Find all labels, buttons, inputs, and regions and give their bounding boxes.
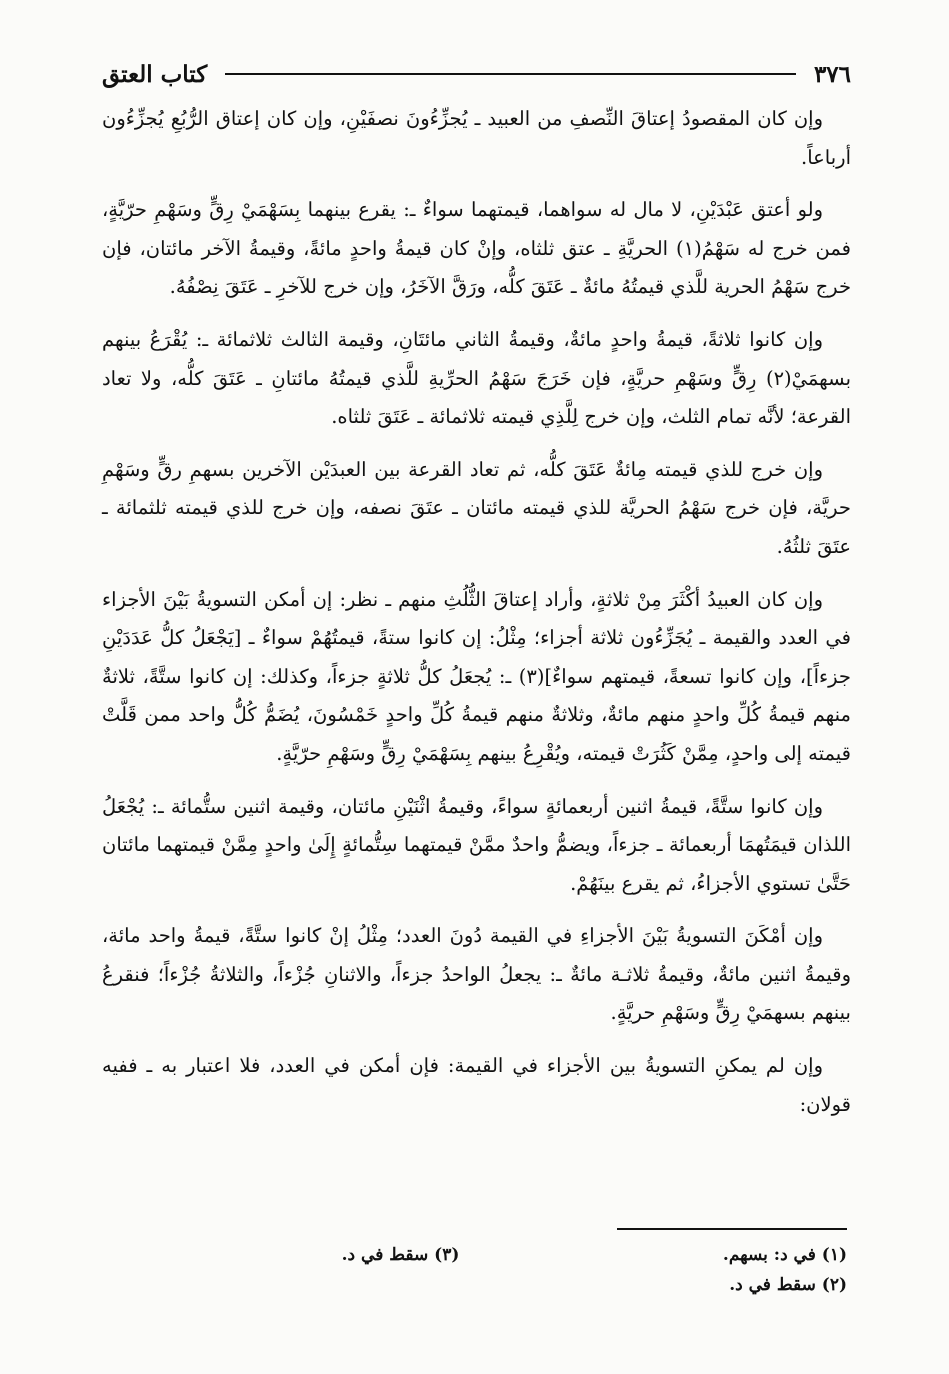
paragraph: وإن لم يمكنِ التسويةُ بين الأجزاء في القيمة: فإن أمكن في العدد، فلا اعتبار به ـ ففيه قولان:: [102, 1054, 851, 1116]
paragraph: وإن كانوا ثلاثةً، قيمةُ واحدٍ مائةٌ، وقيمةُ الثاني مائتَانِ، وقيمة الثالث ثلاثمائة ـ: يُقْرَعُ بينهم بسهمَيْ(٢) رِقٍّ وسَهْمِ حريَّةٍ، فإن خَرَجَ سَهْمُ الحرِّيةِ للَّذي قيمتُهُ مائتانِ ـ عَتَقَ كلُّه، ولا تعاد القرعة؛ لأنَّه تمام الثلث، وإن خرج لِلَّذِي قيمته ثلاثمائة ـ عَتَقَ ثلثاه.: [102, 327, 851, 429]
footnotes-column-left: [102, 1240, 489, 1300]
footnote-divider: [617, 1228, 847, 1230]
paragraph: وإن كان المقصودُ إعتاقَ النِّصفِ من العبيد ـ يُجزِّءُونَ نصفَيْنِ، وإن كان إعتاق الرُّبُعِ يُجزِّءُون أرباعاً.: [102, 107, 851, 169]
footnote-2: (٢) سقط في د.: [729, 1275, 847, 1295]
paragraph: وإن كانوا ستَّةً، قيمةُ اثنين أربعمائةٍ سواءً، وقيمةُ اثْنَيْنِ مائتان، وقيمة اثنين ستُّمائة ـ: يُجْعَلُ اللذان قيمَتُهمَا أربعمائة ـ جزءاً، ويضمُّ واحدٌ ممَّنْ قيمتهما سِتُّمائةٍ إِلَىٰ واحدٍ مِمَّنْ قيمتهما مائتان حَتَّىٰ تستوي الأجزاءُ، ثم يقرع بينَهُمْ.: [102, 794, 851, 895]
page-number: ٣٧٦: [813, 60, 851, 88]
page-body: [102, 100, 851, 1124]
footnotes: [102, 1240, 847, 1300]
paragraph: وإن كان العبيدُ أكْثَرَ مِنْ ثلاثةٍ، وأراد إعتاقَ الثُّلُثِ منهم ـ نظر: إن أمكن التسويةُ بَيْنَ الأجزاء في العدد والقيمة ـ يُجَزِّءُون ثلاثة أجزاء؛ مِثْلُ: إن كانوا ستةً، قيمتُهُمْ سواءٌ ـ [يَجْعَلُ كلُّ عَدَدَيْنِ جزءاً]، وإن كانوا تسعةً، قيمتهم سواءٌ](٣) ـ: يُجعَلُ كلُّ ثلاثةٍ جزءاً، وكذلك: إن كانوا ستَّةً، ثلاثةٌ منهم قيمةُ كُلِّ واحدٍ منهم مائةٌ، وثلاثةٌ منهم قيمةُ كُلِّ واحدٍ خَمْسُونَ، يُضَمُّ كُلُّ واحد ممن قَلَّتْ قيمته إلى واحدٍ، مِمَّنْ كَثُرَتْ قيمته، ويُقْرِعُ بينهم بِسَهْمَيْ رِقٍّ وسَهْمِ حرّيَّةٍ.: [102, 587, 851, 765]
paragraph: وإن أمْكَنَ التسويةُ بَيْنَ الأجزاءِ في القيمة دُونَ العدد؛ مِثْلُ إنْ كانوا ستَّةً، قيمةُ واحد مائة، وقيمةُ اثنين مائةٌ، وقيمةُ ثلاثـة مائةٌ ـ: يجعلُ الواحدُ جزءاً، والاثنانِ جُزْءاً، والثلاثةُ جُزْءاً؛ فنقرعُ بينهم بسهمَيْ رِقٍّ وسَهْمِ حريَّةٍ.: [102, 924, 851, 1025]
footnotes-column-right: [489, 1240, 847, 1300]
page-header: [102, 56, 851, 92]
footnote-3: (٣) سقط في د.: [341, 1245, 460, 1265]
paragraph: وإن خرج للذي قيمته مِائةٌ عَتَقَ كلُّه، ثم تعاد القرعة بين العبدَيْن الآخرين بسهمِ رقٍّ وسَهْمِ حريَّة، فإن خرج سَهْمُ الحريَّة للذي قيمته مائتان ـ عتَقَ نصفه، وإن خرج للذي قيمته ثلثمائة ـ عتَقَ ثلثُهُ.: [102, 457, 851, 558]
chapter-title: كتاب العتق: [102, 60, 208, 88]
footnote-1: (١) في د: بسهم.: [722, 1245, 847, 1265]
header-rule: [225, 73, 796, 75]
paragraph: ولو أعتق عَبْدَيْنِ، لا مال له سواهما، قيمتهما سواءٌ ـ: يقرع بينهما بِسَهْمَيْ رِقٍّ وسَهْمِ حرّيَّةٍ، فمن خرج له سَهْمُ(١) الحريَّةِ ـ عتق ثلثاه، وإنْ كان قيمةُ واحدٍ مائةً، وقيمةُ الآخر مائتان، فإن خرج سَهْمُ الحرية للَّذي قيمتُهُ مائةٌ ـ عَتَقَ كلُّه، ورَقَّ الآخَرُ، وإن خرج للآخرِ ـ عَتَقَ نِصْفُهُ.: [102, 198, 851, 299]
